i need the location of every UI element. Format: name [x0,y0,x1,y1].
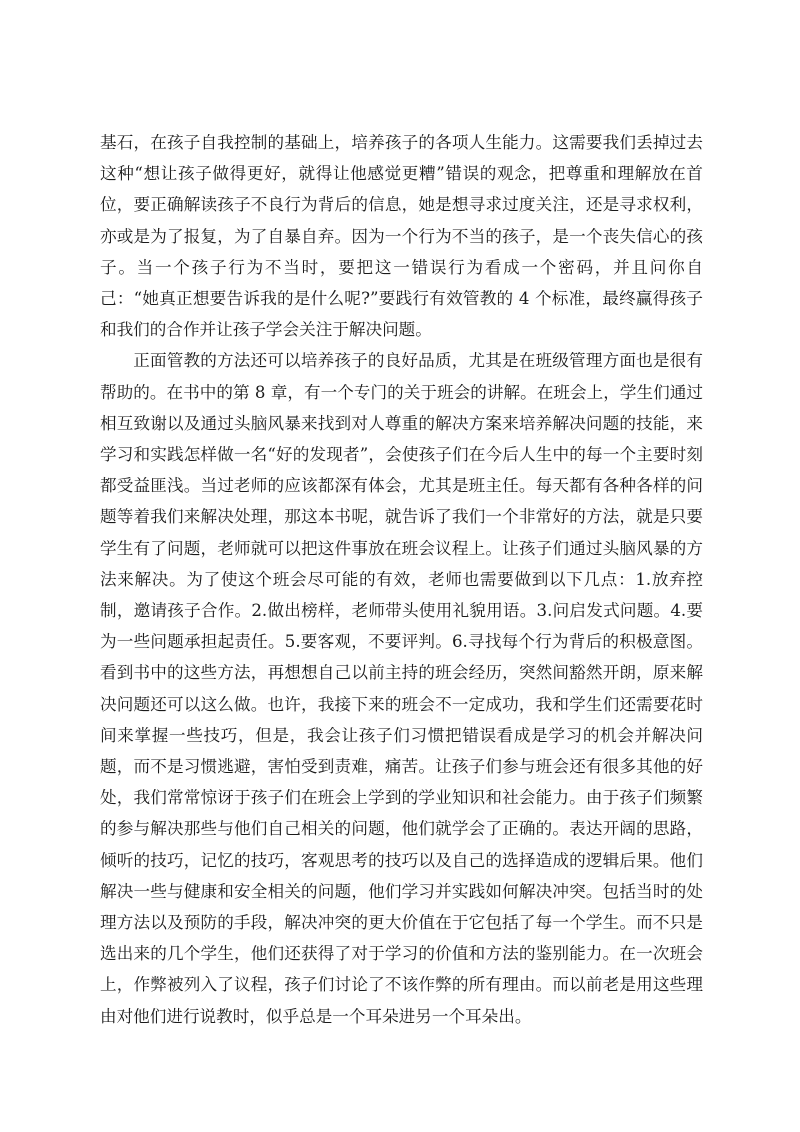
body-text [100,127,703,1032]
paragraph-2: 正面管教的方法还可以培养孩子的良好品质，尤其是在班级管理方面也是很有帮助的。在书中的第 8 章，有一个专门的关于班会的讲解。在班会上，学生们通过相互致谢以及通过头脑风暴来找到对人尊重的解决方案来培养解决问题的技能，来学习和实践怎样做一名“好的发现者”，会使孩子们在今后人生中的每一个主要时刻都受益匪浅。当过老师的应该都深有体会，尤其是班主任。每天都有各种各样的问题等着我们来解决处理，那这本书呢，就告诉了我们一个非常好的方法，就是只要学生有了问题，老师就可以把这件事放在班会议程上。让孩子们通过头脑风暴的方法来解决。为了使这个班会尽可能的有效，老师也需要做到以下几点：1.放弃控制，邀请孩子合作。2.做出榜样，老师带头使用礼貌用语。3.问启发式问题。4.要为一些问题承担起责任。5.要客观，不要评判。6.寻找每个行为背后的积极意图。看到书中的这些方法，再想想自己以前主持的班会经历，突然间豁然开朗，原来解决问题还可以这么做。也许，我接下来的班会不一定成功，我和学生们还需要花时间来掌握一些技巧，但是，我会让孩子们习惯把错误看成是学习的机会并解决问题，而不是习惯逃避，害怕受到责难，痛苦。让孩子们参与班会还有很多其他的好处，我们常常惊讶于孩子们在班会上学到的学业知识和社会能力。由于孩子们频繁的参与解决那些与他们自己相关的问题，他们就学会了正确的。表达开阔的思路，倾听的技巧，记忆的技巧，客观思考的技巧以及自己的选择造成的逻辑后果。他们解决一些与健康和安全相关的问题，他们学习并实践如何解决冲突。包括当时的处理方法以及预防的手段，解决冲突的更大价值在于它包括了每一个学生。而不只是选出来的几个学生，他们还获得了对于学习的价值和方法的鉴别能力。在一次班会上，作弊被列入了议程，孩子们讨论了不该作弊的所有理由。而以前老是用这些理由对他们进行说教时，似乎总是一个耳朵进另一个耳朵出。 [100,351,703,1026]
paragraph-1: 基石，在孩子自我控制的基础上，培养孩子的各项人生能力。这需要我们丢掉过去这种“想让孩子做得更好，就得让他感觉更糟”错误的观念，把尊重和理解放在首位，要正确解读孩子不良行为背后的信息，她是想寻求过度关注，还是寻求权利，亦或是为了报复，为了自暴自弃。因为一个行为不当的孩子，是一个丧失信心的孩子。当一个孩子行为不当时，要把这一错误行为看成一个密码，并且问你自己：“她真正想要告诉我的是什么呢?”要践行有效管教的 4 个标准，最终赢得孩子和我们的合作并让孩子学会关注于解决问题。 [100,133,703,340]
